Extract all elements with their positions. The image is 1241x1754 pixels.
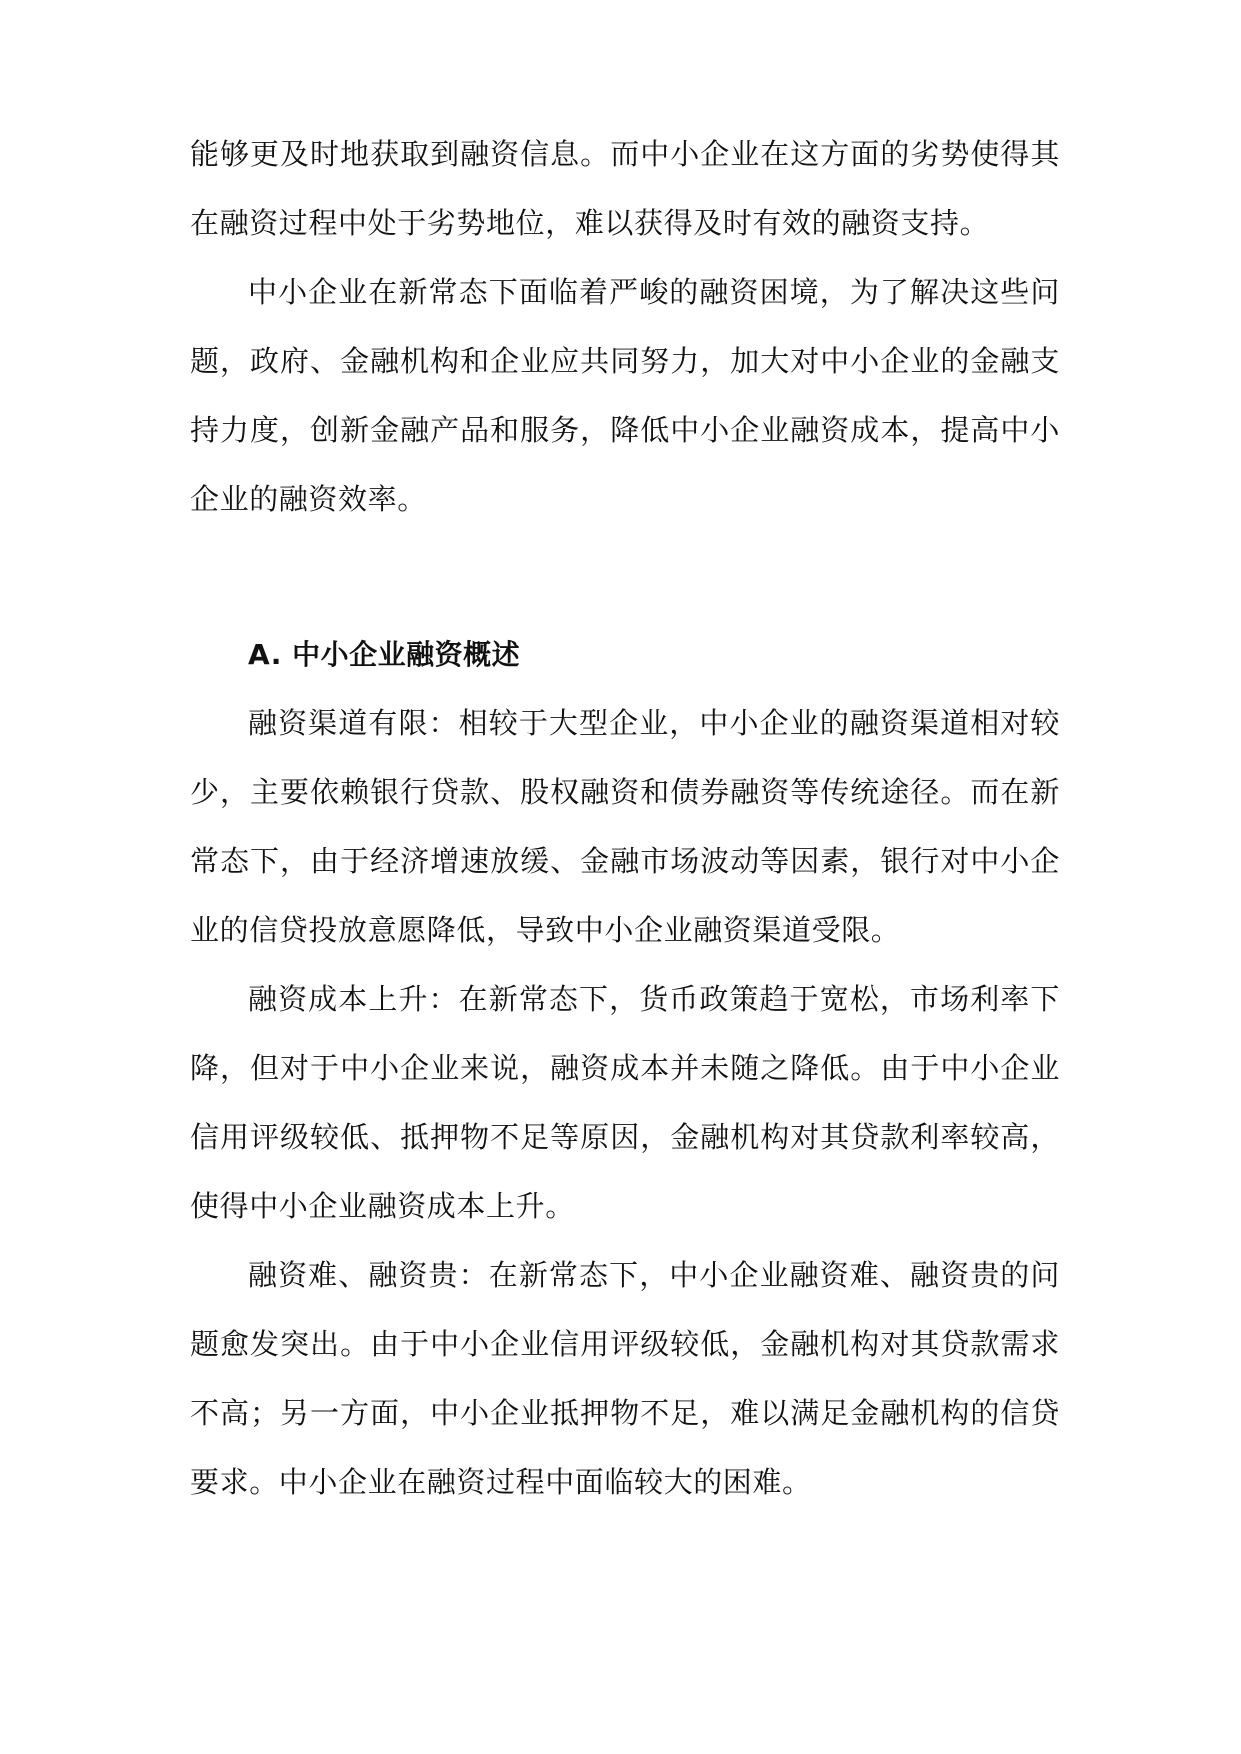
- section-heading: A. 中小企业融资概述: [248, 638, 521, 671]
- paragraph-intro-continuation: 能够更及时地获取到融资信息。而中小企业在这方面的劣势使得其在融资过程中处于劣势地位，难以获得及时有效的融资支持。: [190, 137, 1060, 240]
- paragraph-limited-channels: 融资渠道有限：相较于大型企业，中小企业的融资渠道相对较少，主要依赖银行贷款、股权融资和债券融资等传统途径。而在新常态下，由于经济增速放缓、金融市场波动等因素，银行对中小企业的信贷投放意愿降低，导致中小企业融资渠道受限。: [190, 706, 1060, 947]
- paragraph-difficult-expensive: 融资难、融资贵：在新常态下，中小企业融资难、融资贵的问题愈发突出。由于中小企业信用评级较低，金融机构对其贷款需求不高；另一方面，中小企业抵押物不足，难以满足金融机构的信贷要求。中小企业在融资过程中面临较大的困难。: [190, 1258, 1060, 1499]
- paragraph-financing-dilemma: 中小企业在新常态下面临着严峻的融资困境，为了解决这些问题，政府、金融机构和企业应共同努力，加大对中小企业的金融支持力度，创新金融产品和服务，降低中小企业融资成本，提高中小企业的融资效率。: [190, 275, 1060, 516]
- paragraph-rising-costs: 融资成本上升：在新常态下，货币政策趋于宽松，市场利率下降，但对于中小企业来说，融资成本并未随之降低。由于中小企业信用评级较低、抵押物不足等原因，金融机构对其贷款利率较高，使得中小企业融资成本上升。: [190, 982, 1060, 1223]
